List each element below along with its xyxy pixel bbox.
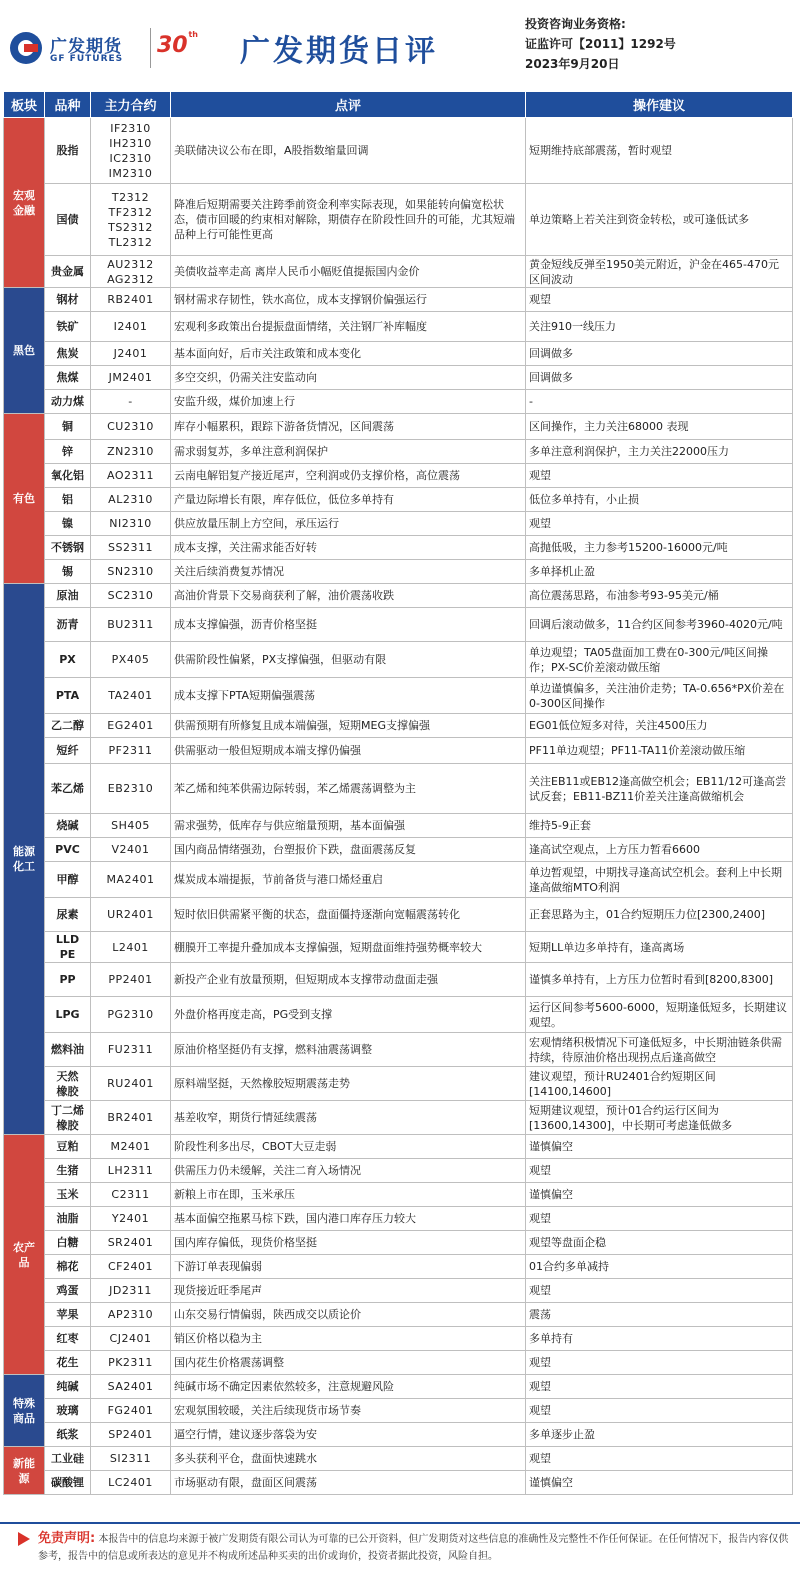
logo-en-text: GF FUTURES [50,54,124,64]
contract-cell: T2312 TF2312 TS2312 TL2312 [91,184,171,256]
contract-cell: CF2401 [91,1255,171,1279]
comment-cell: 棚膜开工率提升叠加成本支撑偏强，短期盘面维持强势概率较大 [171,932,526,963]
sector-name-line: 新能 [13,1456,35,1470]
contract-cell: BU2311 [91,608,171,642]
variety-name-line: 橡胶 [56,1118,79,1132]
table-row [4,1471,793,1495]
sector-name-line: 宏观 [13,188,35,202]
table-row [4,932,793,963]
variety-cell: 工业硅 [45,1447,91,1471]
table-row [4,366,793,390]
advice-cell: 高位震荡思路，布油参考93-95美元/桶 [526,584,793,608]
comment-cell: 新粮上市在即，玉米承压 [171,1183,526,1207]
variety-cell: 股指 [45,118,91,184]
table-row [4,1447,793,1471]
comment-cell: 山东交易行情偏弱，陕西成交以质论价 [171,1303,526,1327]
advice-cell: 观望等盘面企稳 [526,1231,793,1255]
variety-cell: 钢材 [45,288,91,312]
comment-cell: 下游订单表现偏弱 [171,1255,526,1279]
license-line-2: 证监许可【2011】1292号 [525,37,676,51]
variety-cell: 不锈钢 [45,536,91,560]
advice-cell: 观望 [526,464,793,488]
advice-cell: 建议观望，预计RU2401合约短期区间[14100,14600] [526,1067,793,1101]
advice-cell: 回调后滚动做多，11合约区间参考3960-4020元/吨 [526,608,793,642]
advice-cell: 多单择机止盈 [526,560,793,584]
variety-cell: 苹果 [45,1303,91,1327]
table-row [4,1375,793,1399]
advice-cell: - [526,390,793,414]
contract-cell: C2311 [91,1183,171,1207]
table-row [4,512,793,536]
report-date: 2023年9月20日 [525,57,620,71]
variety-cell: 燃料油 [45,1033,91,1067]
sector-cell [4,1135,45,1375]
variety-cell [45,1067,91,1101]
variety-name-line: 橡胶 [56,1084,79,1098]
table-row [4,1327,793,1351]
comment-cell: 国内花生价格震荡调整 [171,1351,526,1375]
variety-cell: PX [45,642,91,678]
table-row [4,1135,793,1159]
table-row [4,1159,793,1183]
comment-cell: 需求弱复苏，多单注意利润保护 [171,440,526,464]
contract-cell: PG2310 [91,997,171,1033]
disclaimer-footer [0,1522,800,1585]
variety-cell: 玉米 [45,1183,91,1207]
contract-cell: SA2401 [91,1375,171,1399]
comment-cell: 宏观氛围较暖，关注后续现货市场节奏 [171,1399,526,1423]
contract-cell: RB2401 [91,288,171,312]
advice-cell: 谨慎偏空 [526,1471,793,1495]
contract-cell: LH2311 [91,1159,171,1183]
table-row [4,288,793,312]
table-row [4,342,793,366]
advice-cell: 观望 [526,512,793,536]
contract-cell: PX405 [91,642,171,678]
advice-cell: 逢高试空观点，上方压力暂看6600 [526,838,793,862]
contract-cell: NI2310 [91,512,171,536]
comment-cell: 库存小幅累积，跟踪下游备货情况，区间震荡 [171,414,526,440]
sector-cell [4,584,45,1135]
contract-cell: SN2310 [91,560,171,584]
sector-name-line: 能源 [13,845,35,858]
table-row [4,390,793,414]
sector-name-line: 特殊 [13,1396,35,1410]
variety-name-line: 天然 [56,1069,79,1083]
contract-cell: ZN2310 [91,440,171,464]
comment-cell: 基本面偏空拖累马棕下跌，国内港口库存压力较大 [171,1207,526,1231]
comment-cell: 原料端坚挺，天然橡胶短期震荡走势 [171,1067,526,1101]
table-row [4,1207,793,1231]
comment-cell: 成本支撑下PTA短期偏强震荡 [171,678,526,714]
comment-cell: 现货接近旺季尾声 [171,1279,526,1303]
sector-name-line: 品 [18,1255,30,1269]
variety-cell: 氧化铝 [45,464,91,488]
comment-cell: 需求强势，低库存与供应缩量预期，基本面偏强 [171,814,526,838]
comment-cell: 国内库存偏低，现货价格坚挺 [171,1231,526,1255]
contract-cell: PF2311 [91,738,171,764]
comment-cell: 短时依旧供需紧平衡的状态，盘面僵持逐渐向宽幅震荡转化 [171,898,526,932]
table-row [4,1231,793,1255]
contract-cell: SP2401 [91,1423,171,1447]
table-row [4,678,793,714]
comment-cell: 降准后短期需要关注跨季前资金利率实际表现，如果能转向偏宽松状态，债市回暖的约束相对解除，期债存在阶段性回升的可能，尤其短端品种上行可能性更高 [171,184,526,256]
comment-cell: 云南电解铝复产接近尾声，空利润或仍支撑价格，高位震荡 [171,464,526,488]
advice-cell: 谨慎偏空 [526,1183,793,1207]
contract-cell: Y2401 [91,1207,171,1231]
advice-cell: 观望 [526,1375,793,1399]
variety-cell: 铝 [45,488,91,512]
comment-cell: 成本支撑偏强，沥青价格坚挺 [171,608,526,642]
contract-cell: IF2310 IH2310 IC2310 IM2310 [91,118,171,184]
variety-cell: 花生 [45,1351,91,1375]
license-line-1: 投资咨询业务资格: [525,17,626,31]
table-row [4,963,793,997]
variety-cell: 豆粕 [45,1135,91,1159]
variety-cell: 贵金属 [45,256,91,288]
table-row [4,184,793,256]
variety-cell: 锡 [45,560,91,584]
comment-cell: 原油价格坚挺仍有支撑，燃料油震荡调整 [171,1033,526,1067]
comment-cell: 阶段性利多出尽，CBOT大豆走弱 [171,1135,526,1159]
sector-name-line: 化工 [13,860,35,873]
contract-cell: AP2310 [91,1303,171,1327]
comment-cell: 多空交织，仍需关注安监动向 [171,366,526,390]
contract-cell: SI2311 [91,1447,171,1471]
advice-cell: 01合约多单减持 [526,1255,793,1279]
comment-cell: 高油价背景下交易商获利了解，油价震荡收跌 [171,584,526,608]
col-sector: 板块 [4,92,45,118]
contract-cell: EB2310 [91,764,171,814]
table-row [4,814,793,838]
variety-cell [45,1101,91,1135]
contract-cell: SH405 [91,814,171,838]
table-row [4,440,793,464]
table-row [4,838,793,862]
variety-cell: PP [45,963,91,997]
variety-cell: PTA [45,678,91,714]
comment-cell: 逼空行情，建议逐步落袋为安 [171,1423,526,1447]
contract-cell: SR2401 [91,1231,171,1255]
advice-cell: 多单逐步止盈 [526,1423,793,1447]
comment-cell: 基本面向好，后市关注政策和成本变化 [171,342,526,366]
table-row [4,714,793,738]
variety-cell: 苯乙烯 [45,764,91,814]
variety-cell: 焦煤 [45,366,91,390]
table-row [4,1399,793,1423]
variety-cell: 碳酸锂 [45,1471,91,1495]
advice-cell: 观望 [526,1159,793,1183]
variety-cell: 纯碱 [45,1375,91,1399]
variety-cell: 原油 [45,584,91,608]
contract-cell: FG2401 [91,1399,171,1423]
advice-cell: 观望 [526,288,793,312]
comment-cell: 基差收窄，期货行情延续震荡 [171,1101,526,1135]
advice-cell: 关注910一线压力 [526,312,793,342]
variety-cell: 焦炭 [45,342,91,366]
page-header [0,0,800,88]
contract-cell: SC2310 [91,584,171,608]
comment-cell: 供需驱动一般但短期成本端支撑仍偏强 [171,738,526,764]
variety-name-line: LLD [55,933,80,946]
advice-cell: 多单持有 [526,1327,793,1351]
comment-cell: 美联储决议公布在即，A股指数缩量回调 [171,118,526,184]
variety-cell: 棉花 [45,1255,91,1279]
table-row [4,118,793,184]
variety-cell: 乙二醇 [45,714,91,738]
advice-cell: 运行区间参考5600-6000，短期逢低短多，长期建议观望。 [526,997,793,1033]
table-row [4,312,793,342]
advice-cell: EG01低位短多对待，关注4500压力 [526,714,793,738]
advice-cell: 多单注意利润保护，主力关注22000压力 [526,440,793,464]
comment-cell: 多头获利平仓，盘面快速跳水 [171,1447,526,1471]
table-row [4,997,793,1033]
anniversary-suffix: th [188,30,198,39]
contract-cell: RU2401 [91,1067,171,1101]
variety-cell [45,932,91,963]
advice-cell: 关注EB11或EB12逢高做空机会；EB11/12可逢高尝试反套；EB11-BZ11价差关注逢高做缩机会 [526,764,793,814]
advice-cell: 观望 [526,1447,793,1471]
sector-name-line: 农产 [13,1240,35,1254]
advice-cell: 谨慎多单持有，上方压力位暂时看到[8200,8300] [526,963,793,997]
advice-cell: 正套思路为主，01合约短期压力位[2300,2400] [526,898,793,932]
variety-cell: 锌 [45,440,91,464]
contract-cell: TA2401 [91,678,171,714]
contract-cell: BR2401 [91,1101,171,1135]
comment-cell: 美债收益率走高 离岸人民币小幅贬值提振国内金价 [171,256,526,288]
table-row [4,862,793,898]
table-row [4,738,793,764]
contract-cell: UR2401 [91,898,171,932]
comment-cell: 新投产企业有放量预期，但短期成本支撑带动盘面走强 [171,963,526,997]
table-row [4,1067,793,1101]
table-body [4,118,793,1495]
advice-cell: 单边观望；TA05盘面加工费在0-300元/吨区间操作；PX-SC价差滚动做压缩 [526,642,793,678]
variety-cell: 红枣 [45,1327,91,1351]
table-row [4,1423,793,1447]
contract-cell: CJ2401 [91,1327,171,1351]
anniversary-badge [150,28,196,68]
contract-cell: L2401 [91,932,171,963]
table-row [4,488,793,512]
advice-cell: 单边谨慎偏多，关注油价走势；TA-0.656*PX价差在0-300区间操作 [526,678,793,714]
advice-cell: 短期建议观望，预计01合约运行区间为[13600,14300]，中长期可考虑逢低做多 [526,1101,793,1135]
comment-cell: 煤炭成本端提振，节前备货与港口烯烃重启 [171,862,526,898]
disclaimer-label: 免责声明: [38,1531,96,1546]
comment-cell: 外盘价格再度走高，PG受到支撑 [171,997,526,1033]
license-info [525,14,676,74]
variety-cell: 动力煤 [45,390,91,414]
disclaimer-text [38,1530,790,1565]
variety-cell: 生猪 [45,1159,91,1183]
table-row [4,256,793,288]
anniversary-number: 30 [157,33,188,58]
advice-cell: 观望 [526,1399,793,1423]
contract-cell: PK2311 [91,1351,171,1375]
contract-cell: - [91,390,171,414]
contract-cell: LC2401 [91,1471,171,1495]
advice-cell: 回调做多 [526,342,793,366]
comment-cell: 国内商品情绪强劲，台塑报价下跌，盘面震荡反复 [171,838,526,862]
advice-cell: 维持5-9正套 [526,814,793,838]
advice-cell: 低位多单持有，小止损 [526,488,793,512]
sector-name-line: 金融 [13,203,35,217]
table-row [4,898,793,932]
comment-cell: 供应放量压制上方空间，承压运行 [171,512,526,536]
variety-cell: 玻璃 [45,1399,91,1423]
variety-cell: 烧碱 [45,814,91,838]
advice-cell: 黄金短线反弹至1950美元附近，沪金在465-470元区间波动 [526,256,793,288]
variety-name-line: 丁二烯 [51,1103,84,1117]
col-comment: 点评 [171,92,526,118]
comment-cell: 纯碱市场不确定因素依然较多，注意规避风险 [171,1375,526,1399]
table-row [4,464,793,488]
table-row [4,1033,793,1067]
variety-cell: 镍 [45,512,91,536]
variety-cell: 国债 [45,184,91,256]
advice-cell: 短期LL单边多单持有，逢高离场 [526,932,793,963]
comment-cell: 关注后续消费复苏情况 [171,560,526,584]
table-row [4,1255,793,1279]
comment-cell: 成本支撑，关注需求能否好转 [171,536,526,560]
report-title: 广发期货日评 [240,34,438,69]
contract-cell: V2401 [91,838,171,862]
contract-cell: JM2401 [91,366,171,390]
contract-cell: JD2311 [91,1279,171,1303]
contract-cell: SS2311 [91,536,171,560]
sector-cell [4,118,45,288]
advice-cell: 回调做多 [526,366,793,390]
advice-cell: 谨慎偏空 [526,1135,793,1159]
table-row [4,642,793,678]
table-row [4,584,793,608]
contract-cell: CU2310 [91,414,171,440]
table-row [4,1183,793,1207]
advice-cell: 震荡 [526,1303,793,1327]
sector-name-line: 源 [18,1471,30,1485]
advice-cell: 短期维持底部震荡，暂时观望 [526,118,793,184]
variety-cell: 鸡蛋 [45,1279,91,1303]
advice-cell: PF11单边观望；PF11-TA11价差滚动做压缩 [526,738,793,764]
sector-cell [4,1375,45,1447]
contract-cell: AO2311 [91,464,171,488]
table-row [4,608,793,642]
variety-cell: 铁矿 [45,312,91,342]
comment-cell: 产量边际增长有限，库存低位，低位多单持有 [171,488,526,512]
variety-cell: 白糖 [45,1231,91,1255]
variety-cell: 甲醇 [45,862,91,898]
table-row [4,1303,793,1327]
variety-name-line: PE [59,948,76,961]
disclaimer-body: 本报告中的信息均来源于被广发期货有限公司认为可靠的已公开资料，但广发期货对这些信息的准确性及完整性不作任何保证。在任何情况下，报告内容仅供参考，报告中的信息或所表达的意见并不构成所述品种买卖的出价或询价，投资者据此投资，风险自担。 [38,1534,789,1562]
variety-cell: 短纤 [45,738,91,764]
advice-cell: 观望 [526,1207,793,1231]
advice-cell: 宏观情绪积极情况下可逢低短多，中长期油链条供需持续，待原油价格出现拐点后逢高做空 [526,1033,793,1067]
comment-cell: 销区价格以稳为主 [171,1327,526,1351]
col-variety: 品种 [45,92,91,118]
table-row [4,560,793,584]
table-row [4,1279,793,1303]
contract-cell: PP2401 [91,963,171,997]
variety-cell: 沥青 [45,608,91,642]
arrow-icon [18,1532,30,1546]
table-row [4,764,793,814]
variety-cell: PVC [45,838,91,862]
table-row [4,1351,793,1375]
logo-cn-text: 广发期货 [50,37,122,57]
advice-cell: 单边策略上若关注到资金转松，或可逢低试多 [526,184,793,256]
col-contract: 主力合约 [91,92,171,118]
col-advice: 操作建议 [526,92,793,118]
contract-cell: EG2401 [91,714,171,738]
table-row [4,536,793,560]
table-header-row [4,92,793,118]
advice-cell: 观望 [526,1351,793,1375]
sector-cell: 有色 [4,414,45,584]
contract-cell: J2401 [91,342,171,366]
comment-cell: 安监升级，煤价加速上行 [171,390,526,414]
comment-cell: 供需压力仍未缓解，关注二育入场情况 [171,1159,526,1183]
table-row [4,1101,793,1135]
contract-cell: I2401 [91,312,171,342]
variety-cell: 纸浆 [45,1423,91,1447]
variety-cell: 铜 [45,414,91,440]
comment-cell: 宏观利多政策出台提振盘面情绪，关注钢厂补库幅度 [171,312,526,342]
company-logo [10,30,140,72]
sector-cell [4,1447,45,1495]
contract-cell: AL2310 [91,488,171,512]
contract-cell: AU2312 AG2312 [91,256,171,288]
variety-cell: 尿素 [45,898,91,932]
contract-cell: M2401 [91,1135,171,1159]
sector-cell: 黑色 [4,288,45,414]
comment-cell: 供需阶段性偏紧，PX支撑偏强，但驱动有限 [171,642,526,678]
futures-review-table [3,91,793,1495]
comment-cell: 市场驱动有限，盘面区间震荡 [171,1471,526,1495]
contract-cell: FU2311 [91,1033,171,1067]
advice-cell: 区间操作，主力关注68000 表现 [526,414,793,440]
comment-cell: 供需预期有所修复且成本端偏强，短期MEG支撑偏强 [171,714,526,738]
advice-cell: 观望 [526,1279,793,1303]
sector-name-line: 商品 [13,1411,35,1425]
variety-cell: 油脂 [45,1207,91,1231]
comment-cell: 苯乙烯和纯苯供需边际转弱，苯乙烯震荡调整为主 [171,764,526,814]
advice-cell: 高抛低吸，主力参考15200-16000元/吨 [526,536,793,560]
variety-cell: LPG [45,997,91,1033]
table-row [4,414,793,440]
advice-cell: 单边暂观望，中期找寻逢高试空机会。套利上中长期逢高做缩MTO利润 [526,862,793,898]
gf-logo-icon [10,32,42,64]
contract-cell: MA2401 [91,862,171,898]
comment-cell: 钢材需求存韧性，铁水高位，成本支撑钢价偏强运行 [171,288,526,312]
